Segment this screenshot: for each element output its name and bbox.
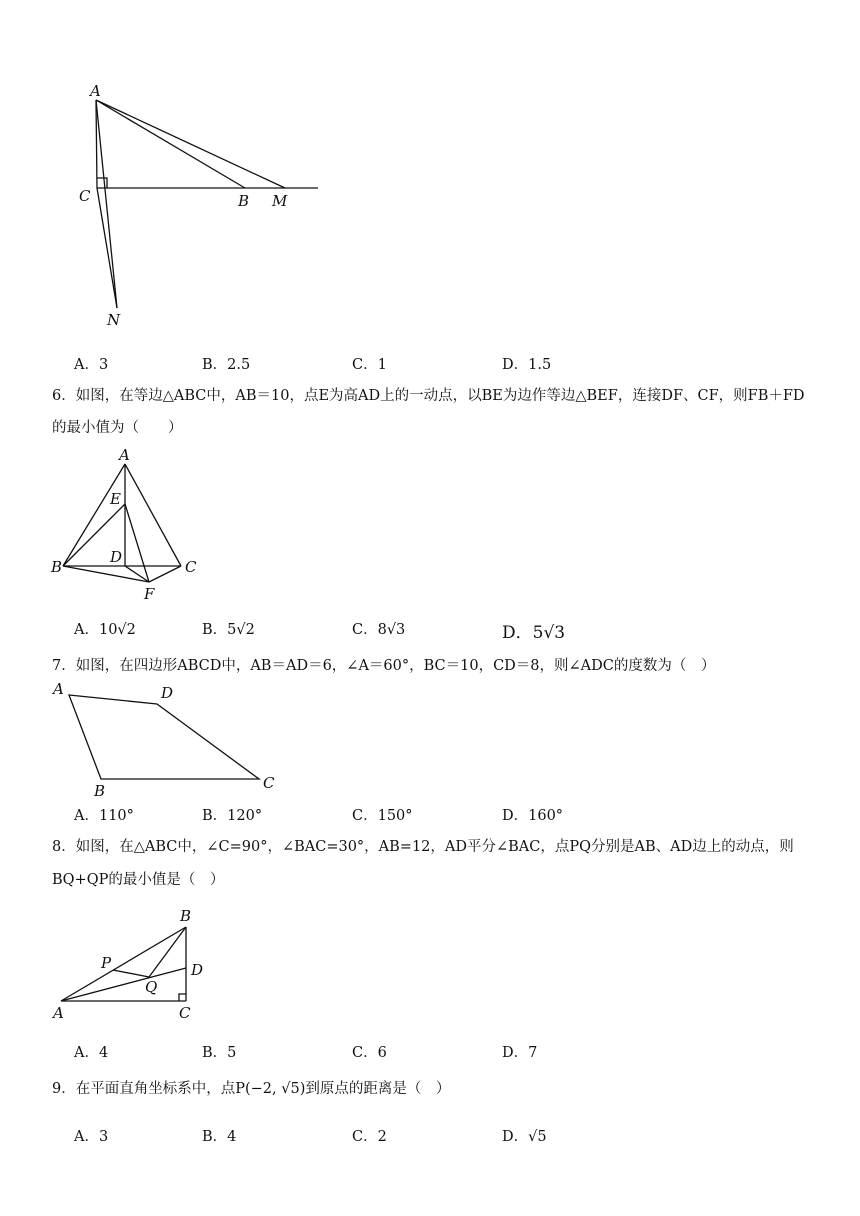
label-B: B	[94, 782, 106, 800]
q6-question-line1: 6．如图，在等边△ABC中，AB＝10，点E为高AD上的一动点，以BE为边作等边△BEF，连接DF、CF，则FB＋FD	[52, 388, 805, 404]
q6-option-c[interactable]: C．8√3	[352, 622, 406, 638]
label-A: A	[119, 446, 130, 464]
label-Q: Q	[145, 978, 158, 996]
q7-option-d[interactable]: D．160°	[502, 808, 564, 824]
q7-question-line1: 7．如图，在四边形ABCD中，AB＝AD＝6，∠A＝60°，BC＝10，CD＝8，则∠ADC的度数为（ ）	[52, 658, 716, 674]
label-A: A	[53, 1004, 64, 1022]
label-A: A	[53, 680, 64, 698]
q7-option-b[interactable]: B．120°	[202, 808, 263, 824]
label-D: D	[110, 548, 123, 566]
label-C: C	[185, 558, 197, 576]
q6-question-line2: 的最小值为（ ）	[52, 420, 183, 436]
q7-option-c[interactable]: C．150°	[352, 808, 413, 824]
q5-option-b[interactable]: B．2.5	[202, 357, 251, 373]
q8-question-line2: BQ+QP的最小值是（ ）	[52, 872, 225, 888]
label-B: B	[180, 907, 192, 925]
figure-q7	[45, 676, 285, 801]
label-N: N	[107, 311, 121, 329]
q8-option-b[interactable]: B．5	[202, 1045, 237, 1061]
label-M: M	[272, 192, 288, 210]
q8-option-d[interactable]: D．7	[502, 1045, 538, 1061]
q7-option-a[interactable]: A．110°	[74, 808, 134, 824]
label-D: D	[161, 684, 174, 702]
q5-option-d[interactable]: D．1.5	[502, 357, 552, 373]
q9-option-a[interactable]: A．3	[74, 1129, 109, 1145]
label-E: E	[110, 490, 121, 508]
q8-question-line1: 8．如图，在△ABC中，∠C=90°，∠BAC=30°，AB=12，AD平分∠BAC，点PQ分别是AB、AD边上的动点，则	[52, 839, 794, 855]
label-B: B	[238, 192, 250, 210]
figure-q6	[45, 442, 215, 602]
label-D: D	[191, 961, 204, 979]
label-C: C	[79, 187, 91, 205]
label-F: F	[144, 585, 155, 603]
figure-q5	[60, 80, 350, 330]
label-C: C	[263, 774, 275, 792]
q8-option-c[interactable]: C．6	[352, 1045, 387, 1061]
q5-option-a[interactable]: A．3	[74, 357, 109, 373]
q8-option-a[interactable]: A．4	[74, 1045, 109, 1061]
q6-option-a[interactable]: A．10√2	[74, 622, 136, 638]
q6-option-d[interactable]: D．5√3	[502, 623, 566, 643]
q9-option-d[interactable]: D．√5	[502, 1129, 547, 1145]
q9-option-b[interactable]: B．4	[202, 1129, 237, 1145]
label-B: B	[51, 558, 63, 576]
q9-question-line1: 9．在平面直角坐标系中，点P(−2, √5)到原点的距离是（ ）	[52, 1081, 451, 1097]
label-C: C	[179, 1004, 191, 1022]
q5-option-c[interactable]: C．1	[352, 357, 387, 373]
label-P: P	[101, 954, 112, 972]
q9-option-c[interactable]: C．2	[352, 1129, 387, 1145]
q6-option-b[interactable]: B．5√2	[202, 622, 255, 638]
figure-q8	[45, 905, 225, 1030]
label-A: A	[90, 82, 101, 100]
